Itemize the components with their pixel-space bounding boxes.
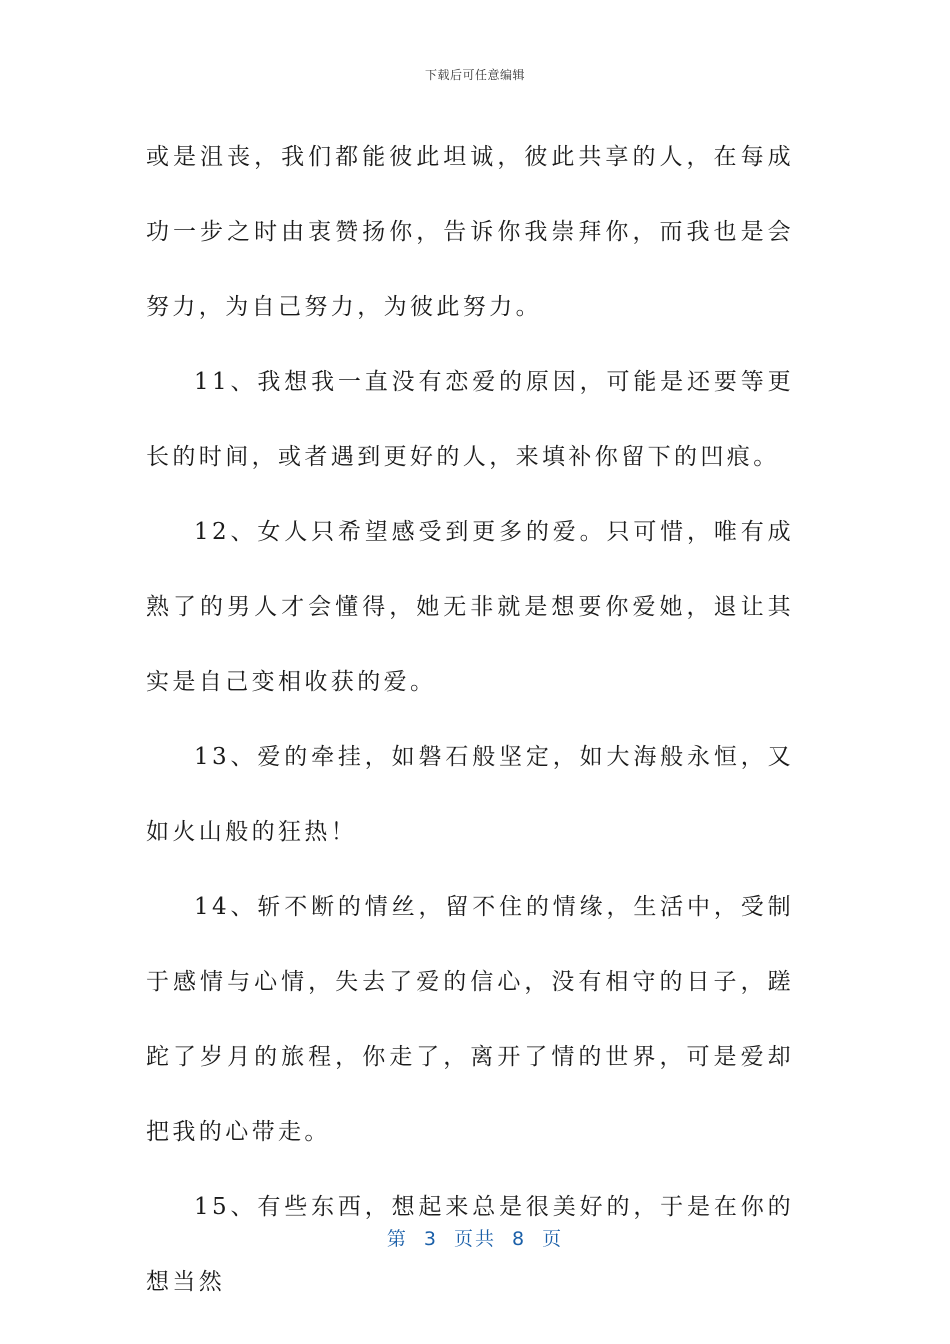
- document-body: [146, 120, 794, 1320]
- total-pages-number: 8: [512, 1228, 527, 1250]
- paragraph-15: 15、有些东西，想起来总是很美好的，于是在你的想当然: [146, 1194, 794, 1295]
- page-label-prefix: 第: [386, 1228, 408, 1250]
- current-page-number: 3: [423, 1228, 438, 1250]
- page-label-suffix: 页: [542, 1228, 564, 1250]
- paragraph-continuation: 或是沮丧，我们都能彼此坦诚，彼此共享的人，在每成功一步之时由衷赞扬你，告诉你我崇拜你，而我也是会努力，为自己努力，为彼此努力。: [146, 144, 794, 320]
- paragraph-12: 12、女人只希望感受到更多的爱。只可惜，唯有成熟了的男人才会懂得，她无非就是想要你爱她，退让其实是自己变相收获的爱。: [146, 519, 794, 695]
- page-footer: [0, 1224, 950, 1251]
- page-label-mid: 页共: [453, 1228, 496, 1250]
- paragraph-13: 13、爱的牵挂，如磐石般坚定，如大海般永恒，又如火山般的狂热！: [146, 744, 794, 845]
- paragraph-11: 11、我想我一直没有恋爱的原因，可能是还要等更长的时间，或者遇到更好的人，来填补你留下的凹痕。: [146, 369, 794, 470]
- page-header: 下载后可任意编辑: [424, 68, 525, 82]
- paragraph-14: 14、斩不断的情丝，留不住的情缘，生活中，受制于感情与心情，失去了爱的信心，没有相守的日子，蹉跎了岁月的旅程，你走了，离开了情的世界，可是爱却把我的心带走。: [146, 894, 794, 1145]
